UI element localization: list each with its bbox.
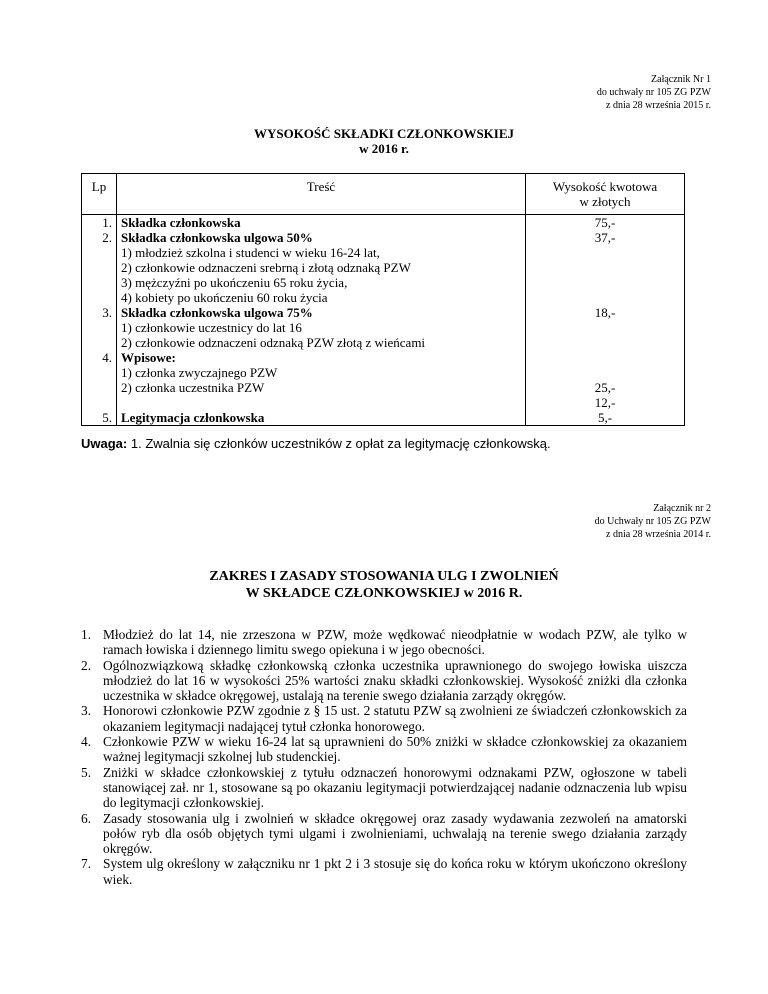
annex-1-line-2: do uchwały nr 105 ZG PZW bbox=[596, 87, 711, 98]
header-lp: Lp bbox=[82, 174, 117, 215]
fee-table-title-line-1: WYSOKOŚĆ SKŁADKI CZŁONKOWSKIEJ bbox=[253, 126, 515, 141]
rule-number: 2. bbox=[81, 657, 92, 673]
amount-value: 37,- bbox=[594, 230, 616, 245]
row-item: 2) członka uczestnika PZW bbox=[121, 380, 265, 395]
rules-list bbox=[81, 627, 687, 887]
note-text: 1. Zwalnia się członków uczestników z opłat za legitymację członkowską. bbox=[130, 436, 551, 451]
row-title: Składka członkowska ulgowa 50% bbox=[121, 230, 313, 245]
rule-text: Honorowi członkowie PZW zgodnie z § 15 ust. 2 statutu PZW są zwolnieni ze świadczeń członkowskich za okazaniem legitymacji nadającej tytuł członka honorowego. bbox=[103, 703, 687, 734]
note-label: Uwaga: bbox=[81, 436, 128, 451]
rules-title-line-1: ZAKRES I ZASADY STOSOWANIA ULG I ZWOLNIEŃ bbox=[209, 569, 559, 584]
list-item bbox=[81, 627, 687, 658]
rules-title bbox=[0, 568, 768, 602]
row-number: 4. bbox=[82, 350, 117, 410]
annex-2-line-1: Załącznik nr 2 bbox=[653, 503, 711, 514]
annex-2-line-2: do Uchwały nr 105 ZG PZW bbox=[594, 516, 711, 527]
header-content: Treść bbox=[117, 174, 526, 215]
rule-number: 7. bbox=[81, 856, 92, 872]
fee-table-header-row bbox=[82, 174, 685, 215]
header-amount-line-1: Wysokość kwotowa bbox=[552, 179, 658, 194]
row-description bbox=[117, 350, 526, 410]
row-title: Legitymacja członkowska bbox=[121, 410, 265, 425]
list-item bbox=[81, 703, 687, 734]
rule-text: Zniżki w składce członkowskiej z tytułu odznaczeń honorowymi odznakami PZW, ogłoszone w tabeli stanowiącej zał. nr 1, stosowane są po okazaniu legitymacji potwierdzającej nadanie odznaczenia lub wpisu do legitymacji członkowskiej. bbox=[103, 764, 687, 811]
row-item: 2) członkowie odznaczeni srebrną i złotą odznaką PZW bbox=[121, 260, 411, 275]
rule-text: Członkowie PZW w wieku 16-24 lat są uprawnieni do 50% zniżki w składce członkowskiej za okazaniem ważnej legitymacji szkolnej lub studenckiej. bbox=[103, 734, 687, 765]
rule-text: Zasady stosowania ulg i zwolnień w składce okręgowej oraz zasady wydawania zezwoleń na amatorski połów ryb dla osób objętych tymi ulgami i zwolnieniami, uchwalają na terenie swego działania zarządy okręgów. bbox=[103, 810, 687, 857]
row-item: 1) członka zwyczajnego PZW bbox=[121, 365, 278, 380]
row-amount bbox=[526, 215, 685, 231]
row-title: Wpisowe: bbox=[121, 350, 176, 365]
amount-value: 25,- bbox=[594, 380, 616, 395]
annex-1-line-1: Załącznik Nr 1 bbox=[651, 74, 711, 85]
rule-text: System ulg określony w załączniku nr 1 pkt 2 i 3 stosuje się do końca roku w którym ukończono określony wiek. bbox=[103, 856, 687, 887]
amount-value: 75,- bbox=[594, 215, 616, 230]
row-amount bbox=[526, 350, 685, 410]
row-item: 1) młodzież szkolna i studenci w wieku 16-24 lat, bbox=[121, 245, 380, 260]
table-row bbox=[82, 215, 685, 231]
rule-number: 1. bbox=[81, 627, 92, 642]
row-item: 2) członkowie odznaczeni odznaką PZW złotą z wieńcami bbox=[121, 335, 426, 350]
table-row bbox=[82, 230, 685, 305]
row-number: 2. bbox=[82, 230, 117, 305]
row-description bbox=[117, 410, 526, 426]
row-amount bbox=[526, 230, 685, 305]
rule-number: 3. bbox=[81, 703, 92, 719]
row-title: Składka członkowska bbox=[121, 215, 241, 230]
row-number: 3. bbox=[82, 305, 117, 350]
annex-2-header bbox=[595, 502, 711, 541]
fee-table-title bbox=[0, 126, 768, 156]
row-amount bbox=[526, 410, 685, 426]
rule-number: 4. bbox=[81, 734, 92, 750]
list-item bbox=[81, 658, 687, 704]
table-row bbox=[82, 305, 685, 350]
list-item bbox=[81, 734, 687, 765]
rules-title-line-2: W SKŁADCE CZŁONKOWSKIEJ w 2016 R. bbox=[245, 586, 523, 601]
annex-1-header bbox=[597, 73, 711, 112]
amount-value: 12,- bbox=[594, 395, 616, 410]
header-amount bbox=[526, 174, 685, 215]
row-item: 1) członkowie uczestnicy do lat 16 bbox=[121, 320, 302, 335]
row-amount bbox=[526, 305, 685, 350]
list-item bbox=[81, 811, 687, 857]
note bbox=[81, 436, 551, 451]
row-number: 5. bbox=[82, 410, 117, 426]
table-row bbox=[82, 410, 685, 426]
row-item: 4) kobiety po ukończeniu 60 roku życia bbox=[121, 290, 328, 305]
amount-value: 5,- bbox=[597, 410, 613, 425]
row-description bbox=[117, 215, 526, 231]
fee-table-title-line-2: w 2016 r. bbox=[359, 141, 409, 156]
row-number: 1. bbox=[82, 215, 117, 231]
rule-number: 5. bbox=[81, 764, 92, 780]
list-item bbox=[81, 765, 687, 811]
rule-number: 6. bbox=[81, 810, 92, 826]
row-title: Składka członkowska ulgowa 75% bbox=[121, 305, 313, 320]
list-item bbox=[81, 856, 687, 887]
row-item: 3) mężczyźni po ukończeniu 65 roku życia, bbox=[121, 275, 348, 290]
row-description bbox=[117, 305, 526, 350]
rule-text: Młodzież do lat 14, nie zrzeszona w PZW, może wędkować nieodpłatnie w wodach PZW, ale tylko w ramach łowiska i dziennego limitu swego opiekuna i w jego obecności. bbox=[103, 627, 687, 658]
fee-table bbox=[81, 173, 685, 426]
amount-value: 18,- bbox=[594, 305, 616, 320]
table-row bbox=[82, 350, 685, 410]
rule-text: Ogólnozwiązkową składkę członkowską członka uczestnika uprawnionego do swojego łowiska uiszcza młodzież do lat 16 w wysokości 25% wartości znaku składki członkowskiej. Wysokość zniżki dla członka uczestnika w składce okręgowej, ustalają na terenie swego działania zarządy okręgów. bbox=[103, 657, 687, 704]
row-description bbox=[117, 230, 526, 305]
annex-2-line-3: z dnia 28 września 2014 r. bbox=[606, 529, 711, 540]
annex-1-line-3: z dnia 28 września 2015 r. bbox=[606, 100, 711, 111]
header-amount-line-2: w złotych bbox=[579, 194, 631, 209]
